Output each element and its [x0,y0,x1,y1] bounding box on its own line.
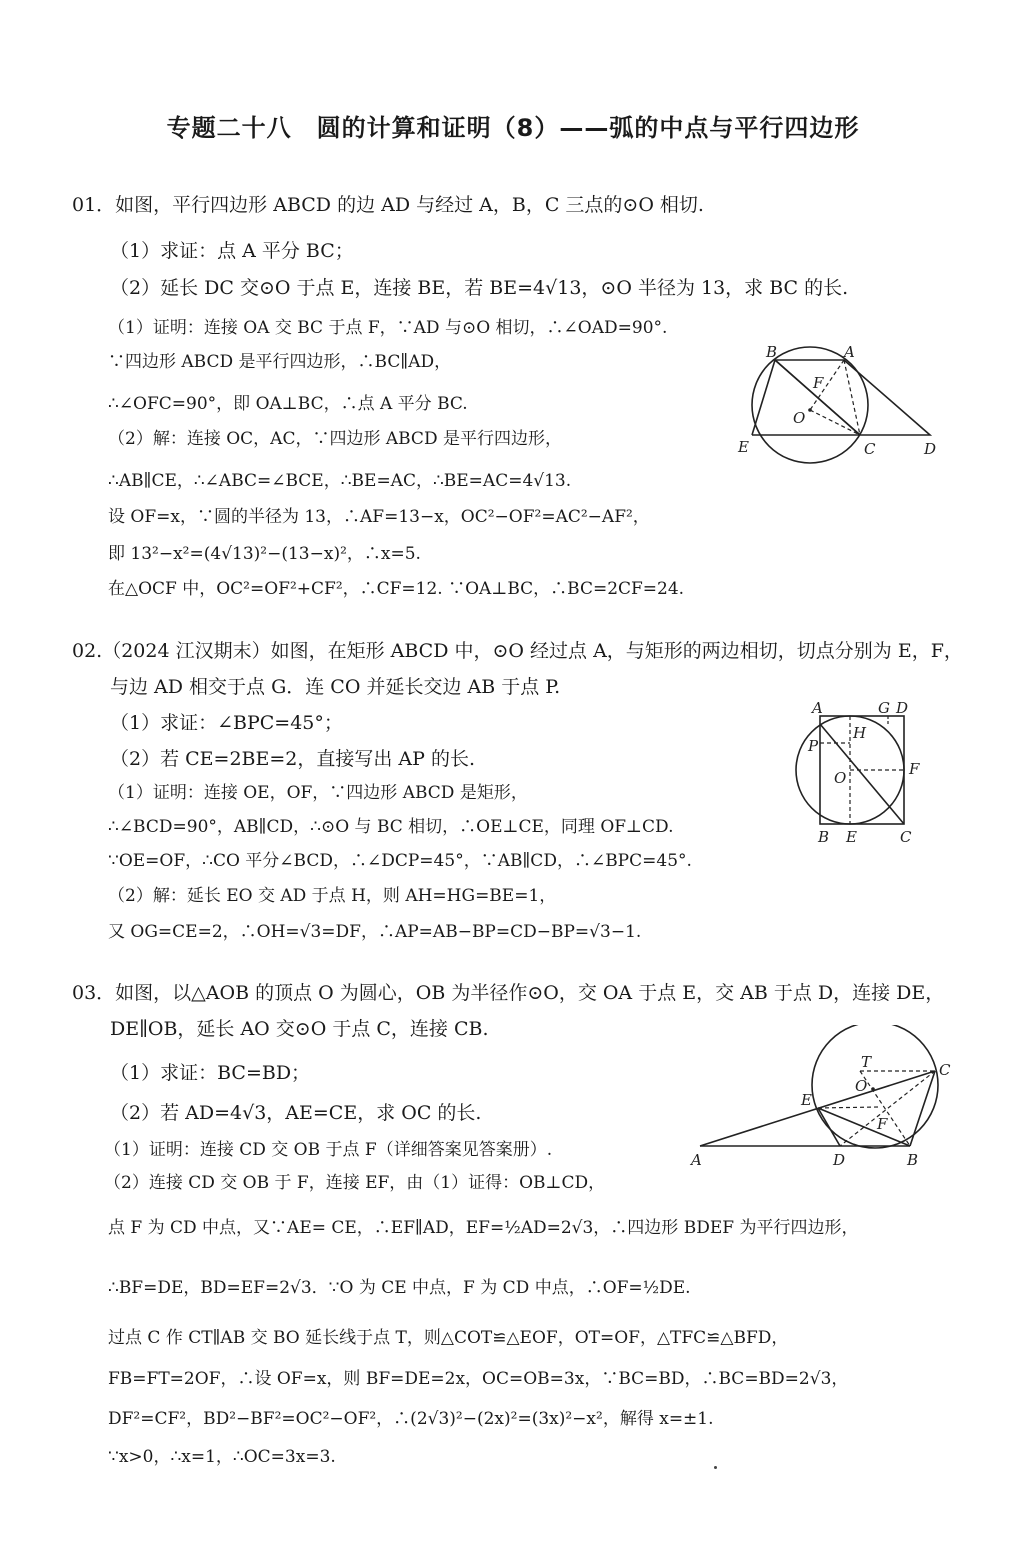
problem-2-figure [790,700,930,854]
problem-3-statement: 03．如图，以△AOB 的顶点 O 为圆心，OB 为半径作⊙O，交 OA 于点 E，交 AB 于点 D，连接 DE， [72,982,945,1004]
problem-1-part-1: （1）求证：点 A 平分 BC； [110,240,354,262]
figure-label: P [808,737,819,755]
problem-3-part-1: （1）求证：BC=BD； [110,1062,311,1084]
problem-3-solution-line: 点 F 为 CD 中点，又∵AE= CE，∴EF∥AD，EF=½AD=2√3，∴四边形 BDEF 为平行四边形， [108,1218,859,1238]
problem-2-part-2: （2）若 CE=2BE=2，直接写出 AP 的长. [110,748,476,770]
problem-2-solution-line: （1）证明：连接 OE，OF，∵四边形 ABCD 是矩形， [108,783,528,803]
figure-label: E [801,1091,812,1109]
problem-3-statement: DE∥OB，延长 AO 交⊙O 于点 C，连接 CB. [110,1018,489,1040]
problem-3-part-2: （2）若 AD=4√3，AE=CE，求 OC 的长. [110,1102,482,1124]
figure-label: O [834,769,847,787]
figure-label: B [818,828,830,846]
figure-label: C [864,440,876,458]
problem-1-part-2: （2）延长 DC 交⊙O 于点 E，连接 BE，若 BE=4√13，⊙O 半径为 13，求 BC 的长. [110,277,849,299]
problem-1-solution-line: ∴AB∥CE，∴∠ABC=∠BCE，∴BE=AC，∴BE=AC=4√13. [108,471,572,491]
problem-2-solution-line: 又 OG=CE=2，∴OH=√3=DF，∴AP=AB−BP=CD−BP=√3−1. [108,922,642,942]
figure-label: G [878,700,890,717]
figure-label: D [833,1151,846,1169]
problem-3-solution-line: （2）连接 CD 交 OB 于 F，连接 EF，由（1）证得：OB⊥CD， [104,1173,606,1193]
page-speck [714,1466,717,1469]
figure-label: F [877,1115,888,1133]
problem-1-statement: 01．如图，平行四边形 ABCD 的边 AD 与经过 A，B，C 三点的⊙O 相切. [72,194,704,216]
problem-1-figure [730,340,950,474]
problem-2-statement: 与边 AD 相交于点 G．连 CO 并延长交边 AB 于点 P. [110,676,561,698]
figure-label: E [846,828,857,846]
figure-label: B [907,1151,919,1169]
figure-label: D [896,700,909,717]
problem-3-solution-line: DF²=CF²，BD²−BF²=OC²−OF²，∴(2√3)²−(2x)²=(3x)²−x²，解得 x=±1. [108,1409,714,1429]
problem-2-solution-line: ∵OE=OF，∴CO 平分∠BCD，∴∠DCP=45°，∵AB∥CD，∴∠BPC=45°. [108,851,692,871]
figure-label: O [855,1077,868,1095]
figure-label: D [924,440,937,458]
figure-label: B [766,343,778,361]
problem-2-part-1: （1）求证：∠BPC=45°； [110,712,343,734]
problem-1-solution-line: 即 13²−x²=(4√13)²−(13−x)²，∴x=5. [108,544,421,564]
figure-label: C [900,828,912,846]
figure-label: A [812,700,823,717]
problem-1-solution-line: ∴∠OFC=90°，即 OA⊥BC，∴点 A 平分 BC. [108,394,468,414]
problem-3-solution-line: ∴BF=DE，BD=EF=2√3．∵O 为 CE 中点，F 为 CD 中点，∴OF=½DE. [108,1278,691,1298]
problem-2-solution-line: ∴∠BCD=90°，AB∥CD，∴⊙O 与 BC 相切，∴OE⊥CE，同理 OF⊥CD. [108,817,674,837]
problem-2-solution-line: （2）解：延长 EO 交 AD 于点 H，则 AH=HG=BE=1， [108,886,557,906]
problem-1-solution-line: （2）解：连接 OC，AC，∵四边形 ABCD 是平行四边形， [108,429,562,449]
problem-1-solution-line: ∵四边形 ABCD 是平行四边形，∴BC∥AD， [108,352,452,372]
problem-3-solution-line: ∵x>0，∴x=1，∴OC=3x=3. [108,1447,336,1467]
problem-3-solution-line: FB=FT=2OF，∴设 OF=x，则 BF=DE=2x，OC=OB=3x，∵BC=BD，∴BC=BD=2√3， [108,1369,849,1389]
figure-label: F [909,760,920,778]
figure-label: C [939,1061,951,1079]
figure-label: H [853,724,867,742]
problem-1-solution-line: （1）证明：连接 OA 交 BC 于点 F，∵AD 与⊙O 相切，∴∠OAD=90°. [108,318,668,338]
figure-label: F [813,374,824,392]
problem-1-solution-line: 设 OF=x，∵圆的半径为 13，∴AF=13−x，OC²−OF²=AC²−AF²， [108,507,650,527]
problem-2-statement: 02.（2024 江汉期末）如图，在矩形 ABCD 中，⊙O 经过点 A，与矩形的两边相切，切点分别为 E，F， [72,640,963,662]
problem-3-solution-line: （1）证明：连接 CD 交 OB 于点 F（详细答案见答案册）. [104,1140,553,1160]
figure-label: A [844,343,855,361]
problem-3-figure [685,1025,960,1179]
figure-label: T [861,1053,872,1071]
problem-1-solution-line: 在△OCF 中，OC²=OF²+CF²，∴CF=12. ∵OA⊥BC，∴BC=2CF=24. [108,579,685,599]
figure-label: O [793,409,806,427]
problem-3-solution-line: 过点 C 作 CT∥AB 交 BO 延长线于点 T，则△COT≌△EOF，OT=OF，△TFC≌△BFD， [108,1328,789,1348]
figure-label: E [738,438,749,456]
figure-label: A [691,1151,702,1169]
page-title: 专题二十八 圆的计算和证明（8）——弧的中点与平行四边形 [166,114,860,142]
